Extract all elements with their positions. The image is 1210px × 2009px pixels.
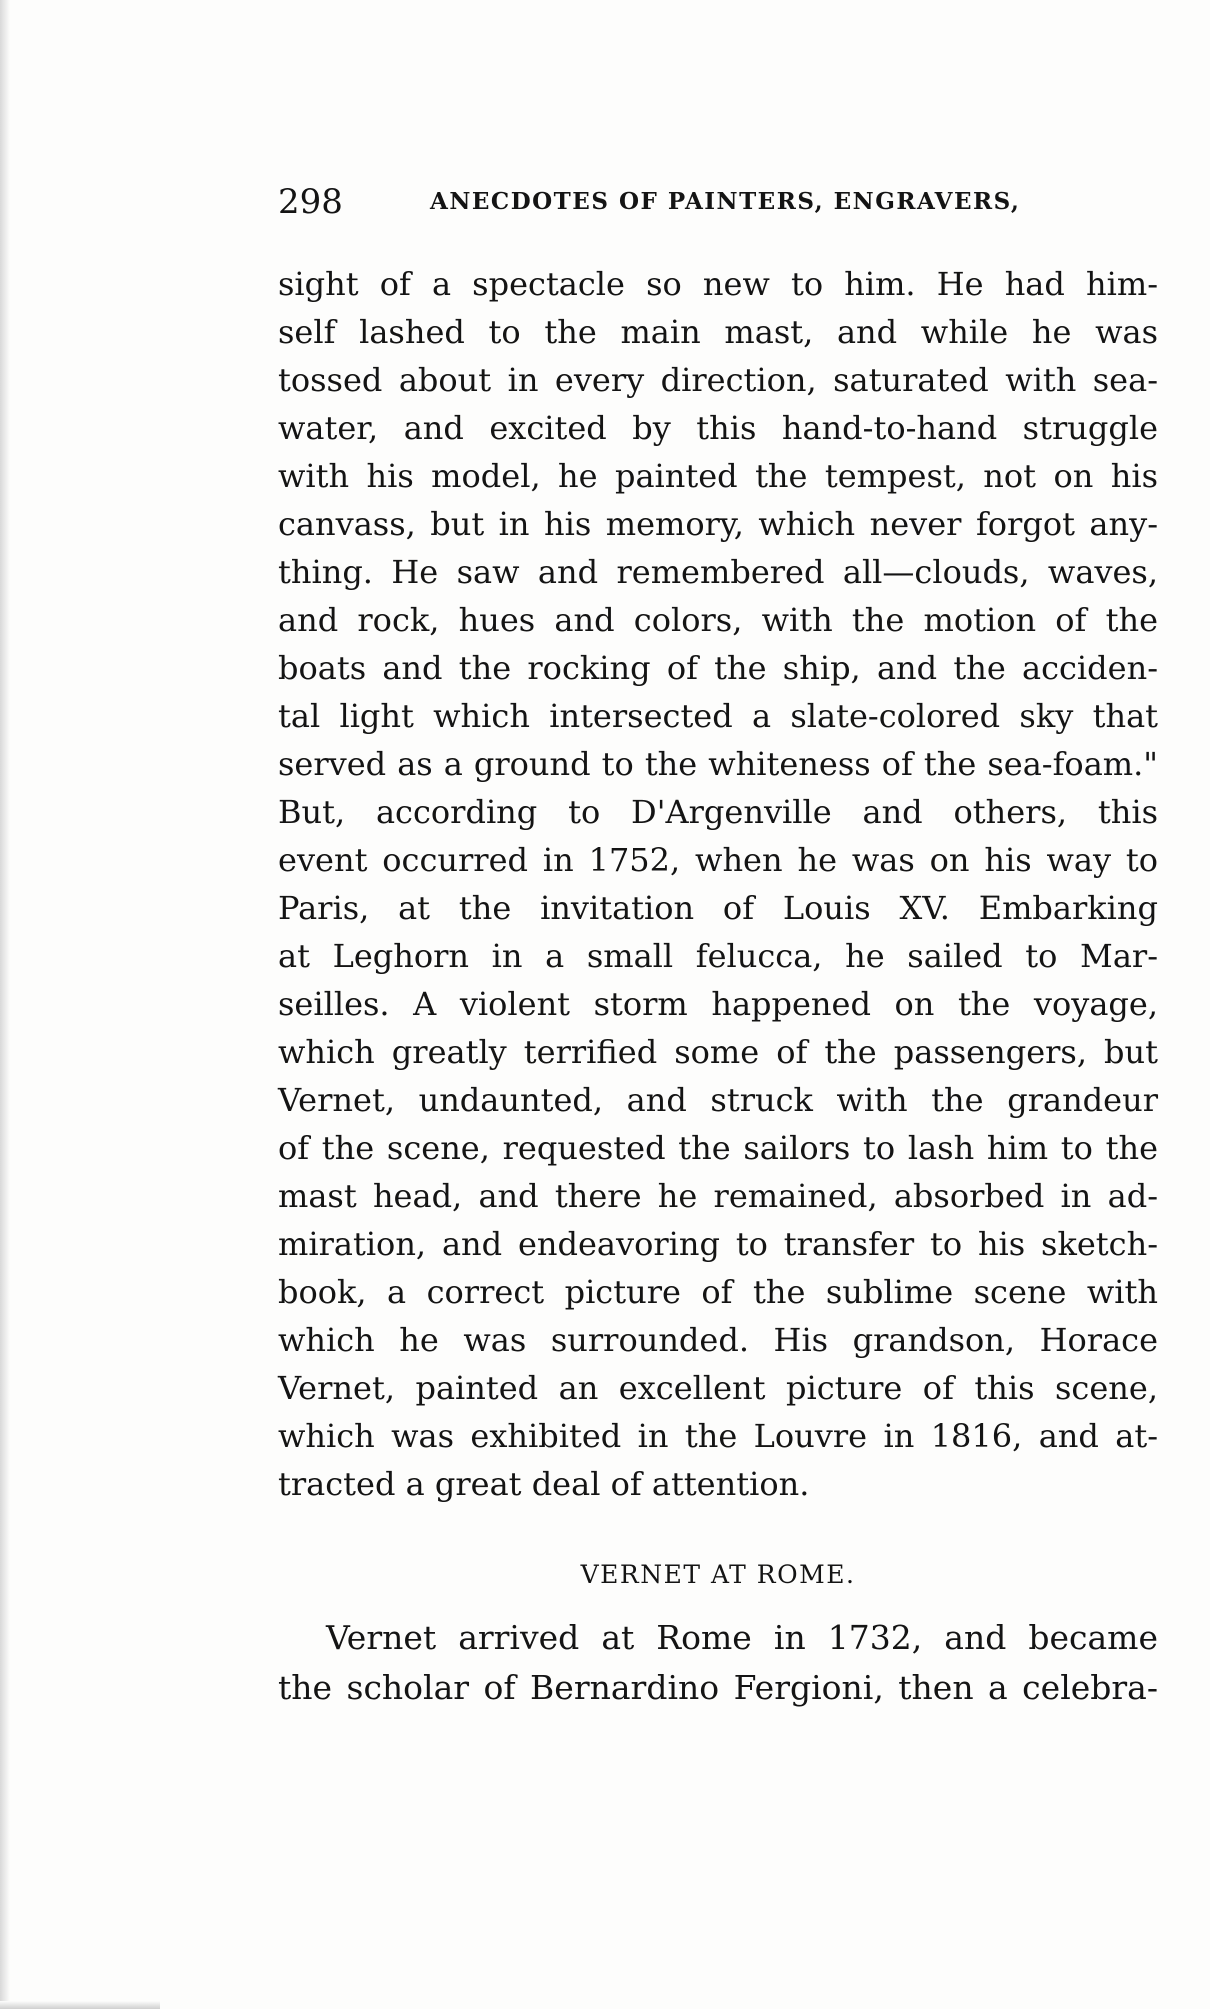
body-line: tossed about in every direction, saturated with sea- — [278, 361, 1158, 399]
body-line: at Leghorn in a small felucca, he sailed to Mar- — [278, 937, 1158, 975]
body-line: tal light which intersected a slate-colored sky that — [278, 697, 1158, 735]
section-body-line: the scholar of Bernardino Fergioni, then a celebra- — [278, 1668, 1158, 1707]
body-line: with his model, he painted the tempest, not on his — [278, 457, 1158, 495]
body-text — [278, 260, 1158, 1508]
page-bottom-shadow — [0, 2001, 160, 2009]
body-line: thing. He saw and remembered all—clouds, waves, — [278, 553, 1158, 591]
running-header — [278, 178, 1098, 226]
body-line: which was exhibited in the Louvre in 1816, and at- — [278, 1417, 1158, 1455]
body-line: Vernet, painted an excellent picture of this scene, — [278, 1369, 1158, 1407]
body-line: Paris, at the invitation of Louis XV. Embarking — [278, 889, 1158, 927]
body-line: seilles. A violent storm happened on the voyage, — [278, 985, 1158, 1023]
body-line: miration, and endeavoring to transfer to his sketch- — [278, 1225, 1158, 1263]
body-line: tracted a great deal of attention. — [278, 1465, 810, 1503]
body-line: book, a correct picture of the sublime scene with — [278, 1273, 1158, 1311]
body-line: sight of a spectacle so new to him. He had him- — [278, 265, 1158, 303]
body-line: event occurred in 1752, when he was on his way to — [278, 841, 1158, 879]
page-number: 298 — [278, 182, 343, 222]
page-edge-shadow — [0, 0, 10, 2009]
body-line: Vernet, undaunted, and struck with the grandeur — [278, 1081, 1158, 1119]
body-line: of the scene, requested the sailors to lash him to the — [278, 1129, 1158, 1167]
body-line: water, and excited by this hand-to-hand struggle — [278, 409, 1158, 447]
body-line: mast head, and there he remained, absorbed in ad- — [278, 1177, 1158, 1215]
body-line: canvass, but in his memory, which never forgot any- — [278, 505, 1158, 543]
body-line: which greatly terrified some of the passengers, but — [278, 1033, 1158, 1071]
section-body-text — [278, 1613, 1158, 1713]
body-line: self lashed to the main mast, and while he was — [278, 313, 1158, 351]
body-line: But, according to D'Argenville and others, this — [278, 793, 1158, 831]
body-line: which he was surrounded. His grandson, Horace — [278, 1321, 1158, 1359]
body-line: and rock, hues and colors, with the motion of the — [278, 601, 1158, 639]
section-body-line: Vernet arrived at Rome in 1732, and became — [326, 1618, 1158, 1657]
body-line: boats and the rocking of the ship, and the acciden- — [278, 649, 1158, 687]
running-header-title: ANECDOTES OF PAINTERS, ENGRAVERS, — [430, 188, 1021, 215]
body-line: served as a ground to the whiteness of the sea-foam." — [278, 745, 1158, 783]
section-heading: VERNET AT ROME. — [580, 1560, 856, 1589]
